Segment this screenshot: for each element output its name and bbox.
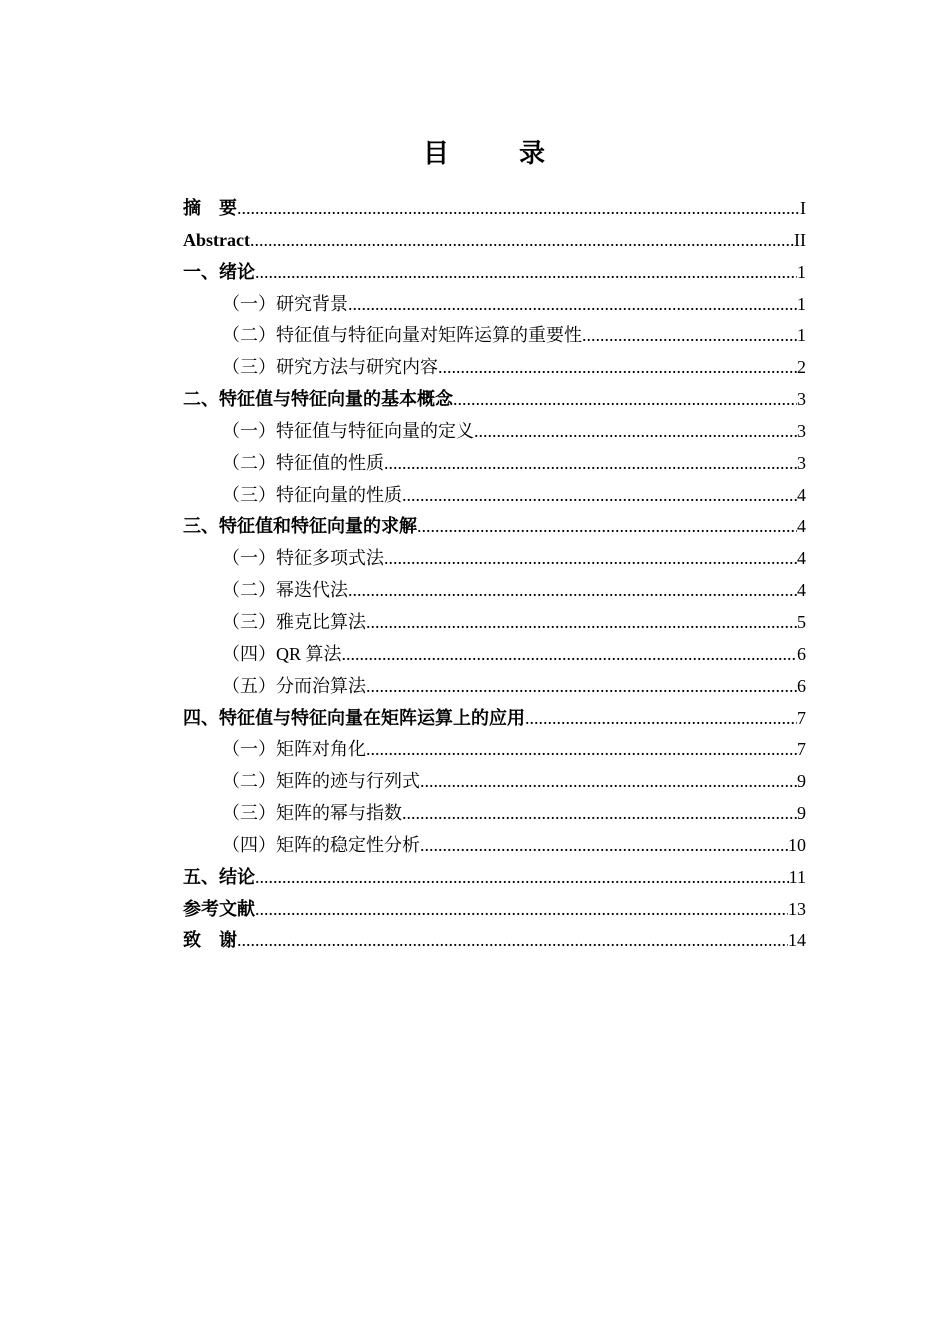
toc-leader-dots <box>250 225 794 257</box>
toc-page-number: 4 <box>797 484 806 505</box>
toc-entry[interactable] <box>183 480 806 512</box>
toc-leader-dots <box>402 798 797 830</box>
toc-leader-dots <box>474 416 797 448</box>
toc-entry-label: （二）特征值的性质 <box>222 452 384 473</box>
toc-entry[interactable] <box>183 830 806 862</box>
toc-leader-dots <box>255 862 789 894</box>
toc-entry[interactable] <box>183 639 806 671</box>
toc-entry[interactable] <box>183 734 806 766</box>
toc-page-number: 6 <box>797 675 806 696</box>
toc-page-number: 4 <box>797 580 806 601</box>
toc-leader-dots <box>525 703 797 735</box>
toc-page-number: 7 <box>797 707 806 728</box>
toc-list <box>183 193 806 957</box>
toc-entry[interactable] <box>183 384 806 416</box>
toc-entry[interactable] <box>183 894 806 926</box>
toc-page-number: 6 <box>797 643 806 664</box>
toc-entry-label: （五）分而治算法 <box>222 675 366 696</box>
toc-entry-label: （三）矩阵的幂与指数 <box>222 803 402 824</box>
toc-page-number: 9 <box>797 803 806 824</box>
toc-entry[interactable] <box>183 320 806 352</box>
toc-entry[interactable] <box>183 607 806 639</box>
toc-entry[interactable] <box>183 671 806 703</box>
toc-leader-dots <box>582 320 797 352</box>
toc-page-number: I <box>800 198 806 218</box>
toc-page-number: 10 <box>788 834 806 855</box>
toc-leader-dots <box>453 384 797 416</box>
toc-leader-dots <box>348 575 797 607</box>
toc-entry[interactable] <box>183 925 806 957</box>
toc-entry-label: 五、结论 <box>183 866 255 887</box>
toc-page-number: 7 <box>797 739 806 760</box>
toc-entry[interactable] <box>183 352 806 384</box>
toc-entry-label: （三）研究方法与研究内容 <box>222 357 438 378</box>
toc-page-number: 9 <box>797 771 806 792</box>
toc-page-number: 1 <box>797 261 806 282</box>
toc-page-number: 13 <box>788 898 806 919</box>
toc-entry[interactable] <box>183 766 806 798</box>
toc-entry-label: （二）特征值与特征向量对矩阵运算的重要性 <box>222 325 582 346</box>
toc-entry[interactable] <box>183 703 806 735</box>
toc-leader-dots <box>237 925 788 957</box>
toc-entry[interactable] <box>183 543 806 575</box>
toc-leader-dots <box>384 543 797 575</box>
toc-leader-dots <box>417 511 797 543</box>
toc-entry-label: （二）矩阵的迹与行列式 <box>222 771 420 792</box>
toc-page-number: 5 <box>797 611 806 632</box>
toc-entry[interactable] <box>183 257 806 289</box>
toc-entry[interactable] <box>183 575 806 607</box>
toc-leader-dots <box>384 448 797 480</box>
toc-entry-label: （四）QR 算法 <box>222 643 342 664</box>
toc-leader-dots <box>255 257 797 289</box>
toc-page-number: 3 <box>797 452 806 473</box>
toc-page-number: 4 <box>797 548 806 569</box>
toc-page-number: 1 <box>797 293 806 314</box>
toc-entry[interactable] <box>183 225 806 257</box>
toc-entry-label: 致 谢 <box>183 930 237 951</box>
toc-entry-label: （二）幂迭代法 <box>222 580 348 601</box>
toc-entry-label: 三、特征值和特征向量的求解 <box>183 516 417 537</box>
toc-entry[interactable] <box>183 511 806 543</box>
toc-leader-dots <box>438 352 797 384</box>
toc-leader-dots <box>366 607 797 639</box>
toc-entry[interactable] <box>183 798 806 830</box>
toc-entry-label: （四）矩阵的稳定性分析 <box>222 834 420 855</box>
toc-entry[interactable] <box>183 416 806 448</box>
toc-entry-label: （一）研究背景 <box>222 293 348 314</box>
toc-leader-dots <box>420 766 797 798</box>
toc-entry-label: 一、绪论 <box>183 261 255 282</box>
toc-entry-label: Abstract <box>183 229 250 250</box>
toc-page-number: II <box>794 229 806 250</box>
toc-entry-label: 摘 要 <box>183 198 237 218</box>
toc-leader-dots <box>237 193 800 225</box>
toc-entry-label: （一）矩阵对角化 <box>222 739 366 760</box>
toc-entry[interactable] <box>183 289 806 321</box>
toc-page-number: 3 <box>797 389 806 410</box>
toc-leader-dots <box>342 639 797 671</box>
toc-page-number: 3 <box>797 420 806 441</box>
toc-entry-label: （三）特征向量的性质 <box>222 484 402 505</box>
toc-entry[interactable] <box>183 862 806 894</box>
toc-leader-dots <box>255 894 788 926</box>
toc-entry-label: （三）雅克比算法 <box>222 611 366 632</box>
toc-title: 目 录 <box>422 139 567 168</box>
toc-page-number: 14 <box>788 930 806 951</box>
toc-leader-dots <box>366 671 797 703</box>
toc-entry-label: （一）特征值与特征向量的定义 <box>222 420 474 441</box>
toc-leader-dots <box>348 289 797 321</box>
toc-leader-dots <box>366 734 797 766</box>
toc-entry-label: 四、特征值与特征向量在矩阵运算上的应用 <box>183 707 525 728</box>
toc-entry-label: 二、特征值与特征向量的基本概念 <box>183 389 453 410</box>
toc-entry[interactable] <box>183 193 806 225</box>
toc-page-number: 11 <box>788 866 806 887</box>
toc-entry-label: （一）特征多项式法 <box>222 548 384 569</box>
toc-leader-dots <box>402 480 797 512</box>
toc-leader-dots <box>420 830 788 862</box>
toc-page-number: 1 <box>797 325 806 346</box>
toc-page-number: 2 <box>797 357 806 378</box>
toc-page-number: 4 <box>797 516 806 537</box>
toc-entry[interactable] <box>183 448 806 480</box>
toc-entry-label: 参考文献 <box>183 898 255 919</box>
